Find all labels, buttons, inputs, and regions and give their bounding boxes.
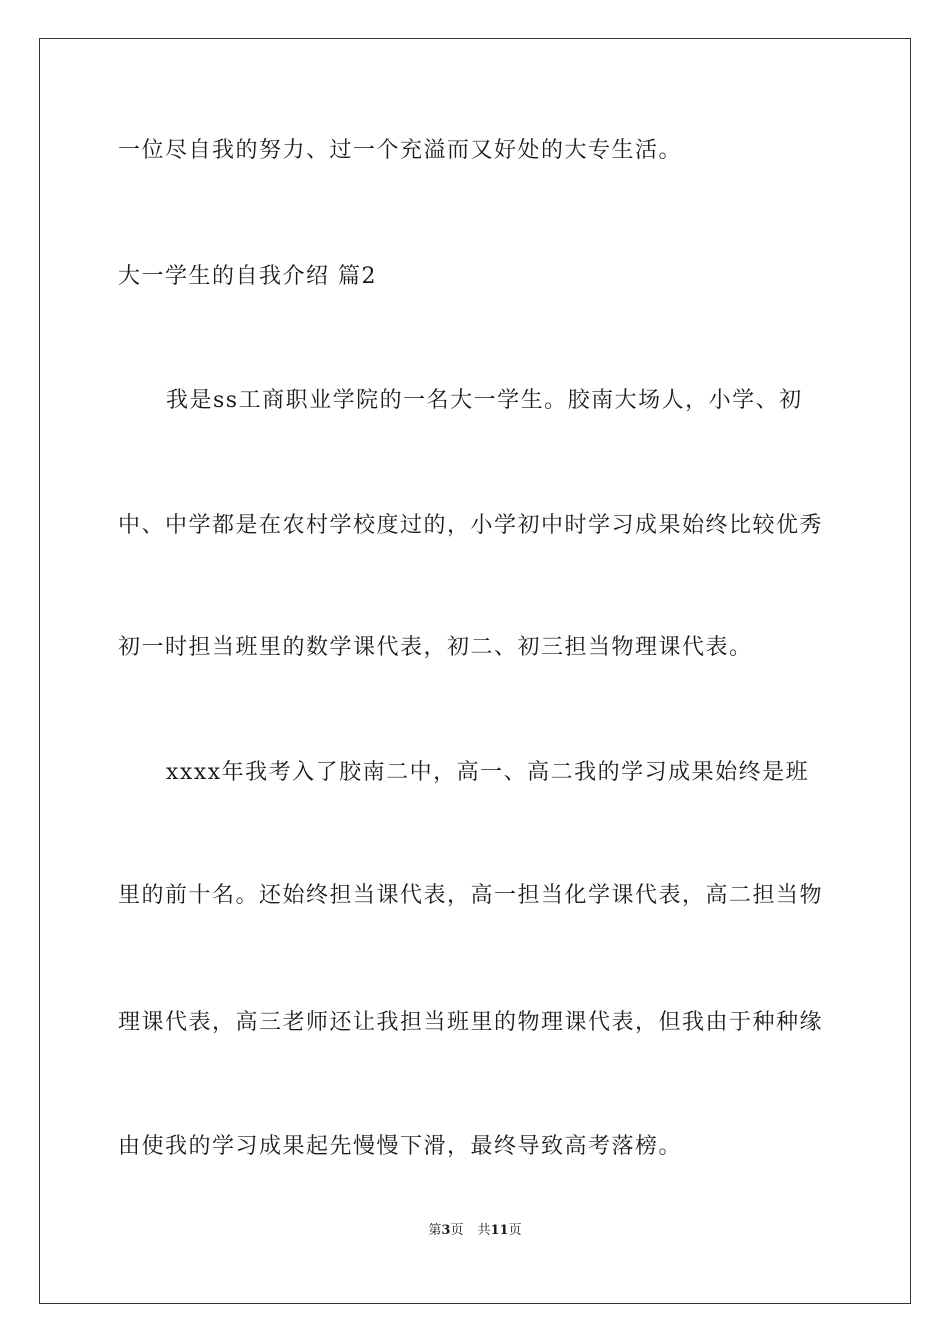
footer-total-prefix: 共	[477, 1223, 491, 1238]
page-border	[39, 38, 911, 1304]
section-heading: 大一学生的自我介绍 篇2	[118, 264, 377, 289]
body-line-6: 里的前十名。还始终担当课代表，高一担当化学课代表，高二担当物	[118, 883, 824, 908]
body-line-1: 一位尽自我的努力、过一个充溢而又好处的大专生活。	[118, 138, 683, 163]
body-line-8: 由使我的学习成果起先慢慢下滑，最终导致高考落榜。	[118, 1134, 683, 1159]
body-line-2: 我是ss工商职业学院的一名大一学生。胶南大场人，小学、初	[166, 388, 803, 413]
body-line-4: 初一时担当班里的数学课代表，初二、初三担当物理课代表。	[118, 635, 753, 660]
footer-page-number: 3	[441, 1223, 451, 1238]
footer-total-number: 11	[490, 1223, 509, 1238]
body-line-5: xxxx年我考入了胶南二中，高一、高二我的学习成果始终是班	[166, 760, 810, 785]
footer-page-prefix: 第	[428, 1223, 442, 1238]
footer-page-suffix: 页	[450, 1223, 464, 1238]
body-line-7: 理课代表，高三老师还让我担当班里的物理课代表，但我由于种种缘	[118, 1010, 824, 1035]
page-footer	[0, 1222, 950, 1240]
body-line-3: 中、中学都是在农村学校度过的，小学初中时学习成果始终比较优秀	[118, 513, 824, 538]
footer-total-suffix: 页	[508, 1223, 522, 1238]
